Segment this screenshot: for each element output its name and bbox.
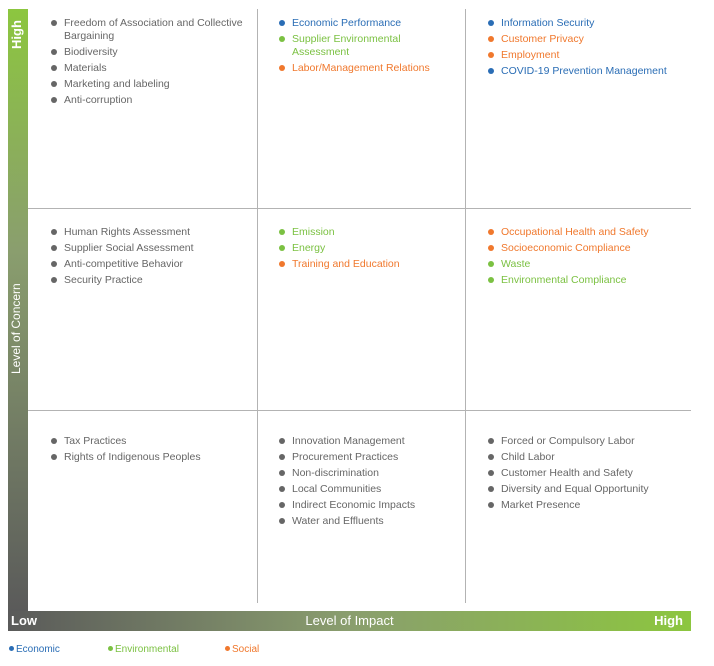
matrix-item [50, 258, 250, 271]
category-dot [279, 65, 285, 71]
matrix-item [278, 242, 458, 255]
category-dot [51, 245, 57, 251]
matrix-item-label: Freedom of Association and Collective Bargaining [64, 17, 243, 42]
category-dot [488, 438, 494, 444]
category-dot [488, 36, 494, 42]
matrix-item-label: Rights of Indigenous Peoples [64, 451, 201, 463]
category-dot [279, 245, 285, 251]
matrix-item [50, 226, 250, 239]
category-dot [488, 229, 494, 235]
matrix-item-label: Waste [501, 258, 531, 270]
matrix-item [487, 226, 687, 239]
category-dot [488, 470, 494, 476]
matrix-item-label: Emission [292, 226, 335, 238]
matrix-item [278, 467, 458, 480]
legend-label: Environmental [115, 644, 179, 655]
matrix-item-label: Environmental Compliance [501, 274, 627, 286]
matrix-item [278, 435, 458, 448]
matrix-item [278, 62, 458, 75]
matrix-item [50, 435, 250, 448]
x-axis-title: Level of Impact [305, 613, 394, 628]
legend-dot [9, 646, 14, 651]
matrix-item-label: Procurement Practices [292, 451, 399, 463]
matrix-item-label: Economic Performance [292, 17, 402, 29]
matrix-item-label: Indirect Economic Impacts [292, 499, 416, 511]
matrix-item-label: Child Labor [501, 451, 555, 463]
legend-item [225, 644, 259, 655]
category-dot [488, 52, 494, 58]
category-dot [51, 438, 57, 444]
matrix-item-label: Anti-corruption [64, 93, 133, 106]
category-dot [51, 20, 57, 26]
legend-dot [225, 646, 230, 651]
matrix-cell [50, 435, 250, 467]
matrix-item [278, 33, 458, 58]
matrix-item [278, 515, 458, 528]
matrix-item-label: Customer Health and Safety [501, 467, 633, 479]
matrix-item [50, 274, 250, 287]
matrix-item [50, 451, 250, 464]
category-dot [488, 454, 494, 460]
matrix-cell [487, 17, 687, 81]
matrix-item [50, 62, 250, 75]
category-dot [279, 518, 285, 524]
legend-label: Economic [16, 644, 60, 655]
category-dot [488, 502, 494, 508]
category-dot [51, 81, 57, 87]
matrix-item-label: Human Rights Assessment [64, 226, 191, 238]
matrix-item-label: Information Security [501, 17, 595, 29]
x-axis-low-label: Low [11, 613, 37, 628]
category-dot [51, 454, 57, 460]
matrix-cell [50, 17, 250, 110]
category-dot [279, 454, 285, 460]
matrix-item-label: Water and Effluents [292, 515, 384, 527]
matrix-cell [278, 435, 458, 531]
category-dot [279, 261, 285, 267]
y-axis-high-label: High [9, 20, 24, 50]
matrix-cell [278, 226, 458, 274]
x-axis-bar [8, 611, 691, 631]
matrix-item-label: Socioeconomic Compliance [501, 242, 631, 254]
y-axis-bar [8, 9, 28, 613]
category-dot [51, 97, 57, 103]
matrix-item [487, 49, 687, 62]
matrix-item-label: Forced or Compulsory Labor [501, 435, 635, 447]
matrix-item-label: Energy [292, 242, 326, 254]
category-dot [488, 261, 494, 267]
matrix-item-label: Security Practice [64, 274, 143, 286]
category-dot [488, 245, 494, 251]
matrix-item-label: Innovation Management [292, 435, 405, 447]
matrix-item-label: Marketing and labeling [64, 77, 170, 90]
matrix-item [487, 33, 687, 46]
category-dot [279, 502, 285, 508]
matrix-item-label: Supplier Social Assessment [64, 242, 194, 254]
category-dot [51, 229, 57, 235]
matrix-cell [50, 226, 250, 290]
category-dot [279, 36, 285, 42]
grid-line-horizontal-1 [28, 208, 691, 209]
matrix-item [50, 242, 250, 255]
matrix-item [487, 435, 687, 448]
matrix-item-label: Occupational Health and Safety [501, 226, 649, 238]
matrix-item [487, 258, 687, 271]
category-dot [488, 277, 494, 283]
matrix-item [487, 274, 687, 287]
grid-line-horizontal-2 [28, 410, 691, 411]
matrix-item [50, 46, 250, 59]
matrix-item [50, 94, 250, 107]
matrix-item [487, 65, 687, 78]
grid-line-vertical-1 [257, 9, 258, 603]
x-axis-high-label: High [654, 613, 683, 628]
matrix-item [278, 451, 458, 464]
category-dot [488, 20, 494, 26]
matrix-item-label: Supplier Environmental Assessment [292, 33, 401, 58]
matrix-item-label: Diversity and Equal Opportunity [501, 483, 649, 495]
category-dot [51, 261, 57, 267]
category-dot [51, 277, 57, 283]
matrix-item [487, 467, 687, 480]
legend-item [108, 644, 179, 655]
category-dot [488, 68, 494, 74]
category-dot [279, 20, 285, 26]
category-dot [51, 49, 57, 55]
matrix-item-label: COVID-19 Prevention Management [501, 65, 667, 77]
matrix-item-label: Materials [64, 61, 107, 74]
matrix-item-label: Customer Privacy [501, 33, 584, 45]
matrix-item [278, 17, 458, 30]
matrix-cell [278, 17, 458, 78]
matrix-item-label: Training and Education [292, 258, 400, 270]
category-dot [279, 438, 285, 444]
matrix-item [487, 499, 687, 512]
matrix-item [487, 17, 687, 30]
category-dot [279, 486, 285, 492]
category-dot [51, 65, 57, 71]
matrix-item [278, 226, 458, 239]
matrix-item-label: Tax Practices [64, 435, 127, 447]
matrix-item-label: Non-discrimination [292, 467, 379, 479]
matrix-item-label: Local Communities [292, 483, 382, 495]
matrix-cell [487, 435, 687, 515]
y-axis-title: Level of Concern [9, 283, 23, 375]
matrix-item [487, 242, 687, 255]
category-dot [279, 470, 285, 476]
matrix-item [50, 17, 250, 42]
matrix-item-label: Market Presence [501, 499, 581, 511]
matrix-item [278, 499, 458, 512]
matrix-item [278, 483, 458, 496]
legend-dot [108, 646, 113, 651]
matrix-item [487, 483, 687, 496]
category-dot [488, 486, 494, 492]
legend-label: Social [232, 644, 260, 655]
matrix-item-label: Labor/Management Relations [292, 61, 430, 74]
matrix-item [487, 451, 687, 464]
matrix-item [278, 258, 458, 271]
grid-line-vertical-2 [465, 9, 466, 603]
matrix-cell [487, 226, 687, 290]
matrix-item-label: Biodiversity [64, 45, 118, 58]
legend-item [9, 644, 60, 655]
category-dot [279, 229, 285, 235]
matrix-item-label: Employment [501, 49, 560, 61]
matrix-item [50, 78, 250, 91]
matrix-item-label: Anti-competitive Behavior [64, 258, 184, 270]
